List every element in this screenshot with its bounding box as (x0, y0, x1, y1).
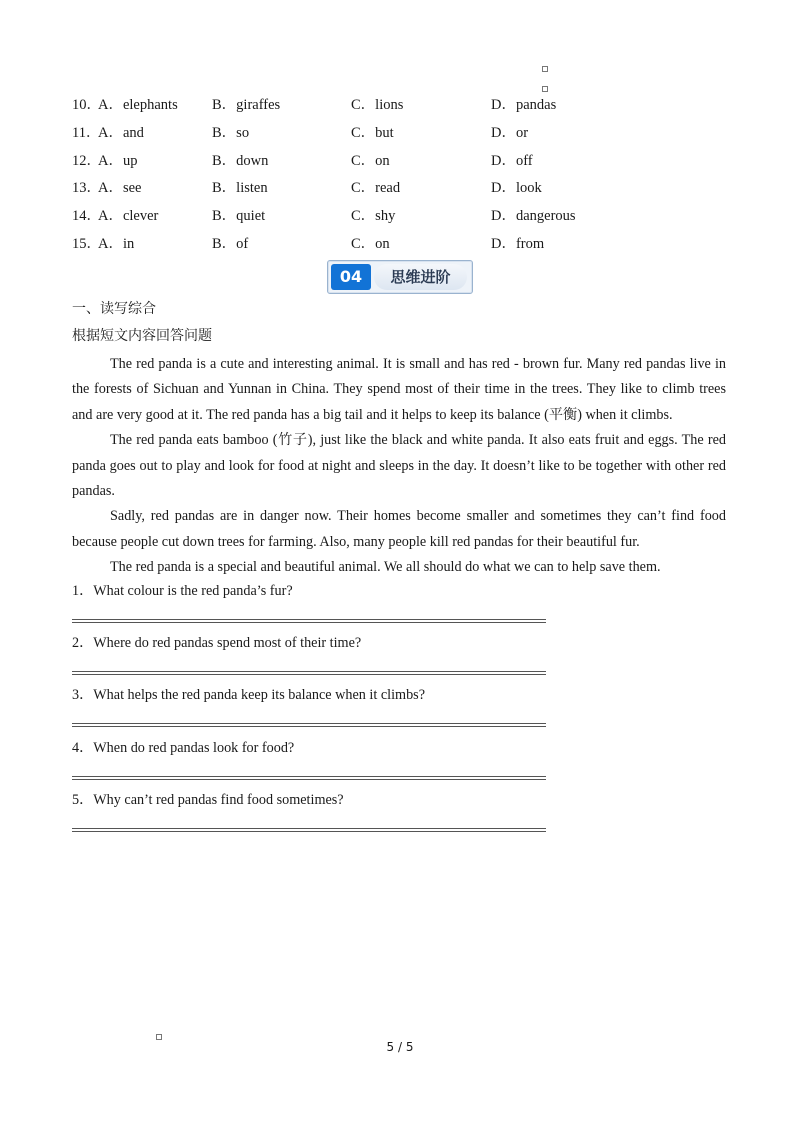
option-b: B．of (212, 235, 249, 252)
answer-line[interactable] (72, 828, 546, 832)
option-row-15 (72, 233, 592, 261)
question-number: 13． (72, 180, 101, 197)
option-b: B．listen (212, 180, 268, 197)
option-a: A．in (98, 235, 135, 252)
question-text: 3．What helps the red panda keep its balance when it climbs? (72, 687, 425, 704)
passage-paragraph: The red panda eats bamboo (竹子), just like the black and white panda. It also eats fruit and eggs. The red panda goes out to play and look for food at night and sleeps in the day. It doesn’t like to be together with other red pandas. (72, 432, 726, 500)
option-b: B．so (212, 124, 250, 141)
passage-paragraph: The red panda is a cute and interesting animal. It is small and has red - brown fur. Many red pandas live in the forests of Sichuan and Yunnan in China. They spend most of their time in the trees. They like to climb trees and are very good at it. The red panda has a big tail and it helps to keep its balance (平衡) when it climbs. (72, 356, 726, 423)
answer-line[interactable] (72, 619, 546, 623)
option-c: C．but (351, 124, 394, 141)
question-number: 12． (72, 152, 101, 169)
option-row-13 (72, 177, 592, 205)
option-d: D．look (491, 180, 542, 197)
answer-line[interactable] (72, 723, 546, 727)
option-d: D．dangerous (491, 208, 576, 225)
option-c: C．shy (351, 208, 396, 225)
option-c: C．read (351, 180, 401, 197)
option-a: A．see (98, 180, 142, 197)
option-row-12 (72, 150, 592, 178)
option-c: C．on (351, 152, 390, 169)
option-a: A．elephants (98, 97, 178, 113)
section-number: 04 (331, 264, 371, 290)
option-d: D．or (491, 124, 529, 141)
instruction: 根据短文内容回答问题 (72, 328, 212, 344)
question-number: 10． (72, 97, 101, 113)
margin-mark-top-2 (542, 86, 548, 92)
option-d: D．pandas (491, 97, 557, 113)
question-text: 4．When do red pandas look for food? (72, 739, 295, 756)
question-text: 2．Where do red pandas spend most of their time? (72, 635, 362, 652)
answer-line[interactable] (72, 776, 546, 780)
option-row-14 (72, 205, 592, 233)
question-item (72, 580, 726, 632)
question-number: 11． (72, 124, 101, 141)
passage-paragraph: The red panda is a special and beautiful animal. We all should do what we can to help save them. (110, 559, 661, 576)
question-text: 5．Why can’t red pandas find food sometimes? (72, 791, 344, 808)
question-item (72, 789, 726, 841)
question-item (72, 632, 726, 684)
answer-line[interactable] (72, 671, 546, 675)
option-d: D．off (491, 152, 533, 169)
option-a: A．and (98, 124, 144, 141)
choice-options (72, 94, 592, 261)
section-title: 思维进阶 (374, 264, 467, 290)
option-d: D．from (491, 235, 545, 252)
question-item (72, 737, 726, 789)
option-b: B．giraffes (212, 97, 281, 113)
reading-passage (72, 352, 726, 581)
option-b: B．quiet (212, 208, 266, 225)
question-number: 15． (72, 235, 101, 252)
question-item (72, 684, 726, 736)
page-number: 5 / 5 (386, 1040, 414, 1054)
option-row-11 (72, 122, 592, 150)
part-heading: 一、读写综合 (72, 301, 156, 317)
option-a: A．up (98, 152, 138, 169)
option-b: B．down (212, 152, 269, 169)
margin-mark-top-1 (542, 66, 548, 72)
passage-paragraph: Sadly, red pandas are in danger now. Their homes become smaller and sometimes they can’t find food because people cut down trees for farming. Also, many people kill red pandas for their beautiful fur. (72, 508, 726, 550)
question-list (72, 580, 726, 841)
question-number: 14． (72, 208, 101, 225)
option-c: C．lions (351, 97, 404, 113)
option-c: C．on (351, 235, 390, 252)
question-text: 1．What colour is the red panda’s fur? (72, 583, 293, 599)
option-row-10 (72, 94, 592, 122)
option-a: A．clever (98, 208, 159, 225)
section-badge (327, 260, 473, 294)
